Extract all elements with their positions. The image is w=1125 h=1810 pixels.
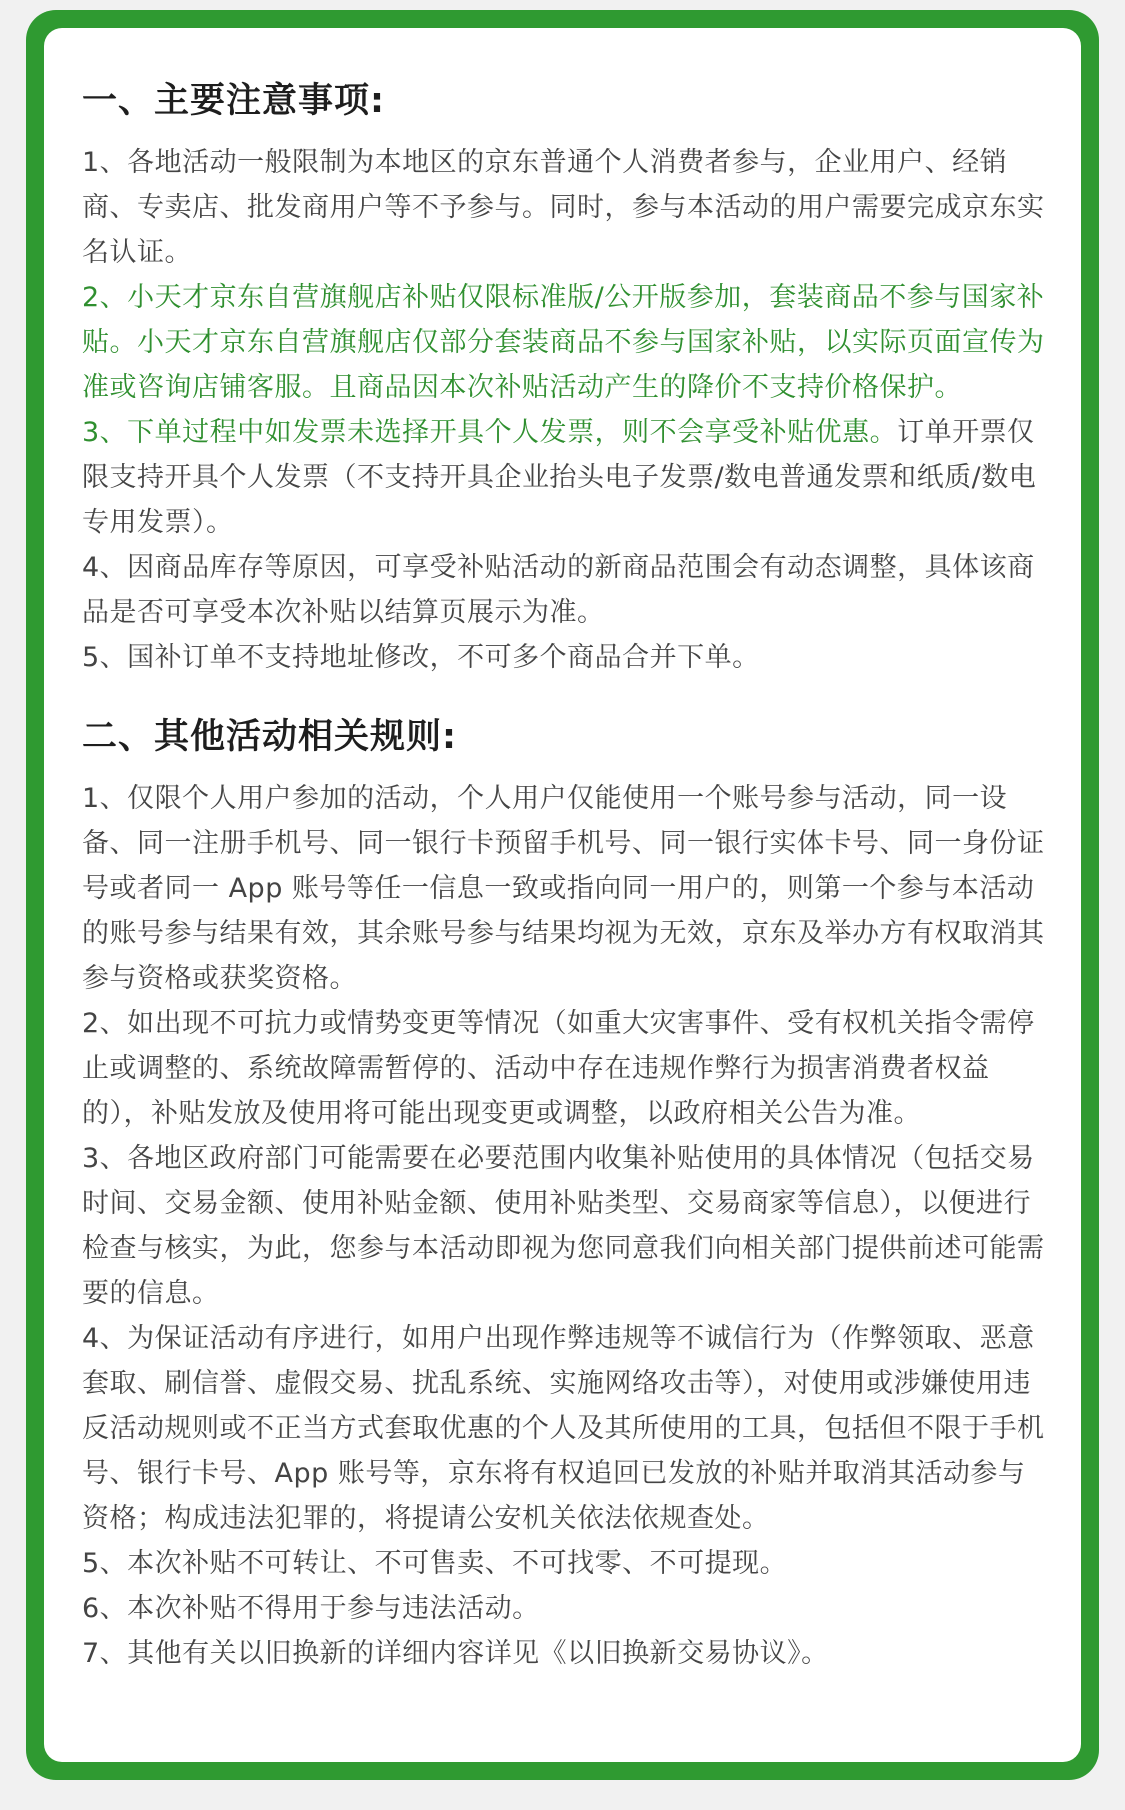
section-2-item-2: 2、如出现不可抗力或情势变更等情况（如重大灾害事件、受有权机关指令需停止或调整的、系统故障需暂停的、活动中存在违规作弊行为损害消费者权益的），补贴发放及使用将可能出现变更或调整，以政府相关公告为准。 xyxy=(82,1008,1035,1129)
section-2-item-3: 3、各地区政府部门可能需要在必要范围内收集补贴使用的具体情况（包括交易时间、交易金额、使用补贴金额、使用补贴类型、交易商家等信息），以便进行检查与核实，为此，您参与本活动即视为您同意我们向相关部门提供前述可能需要的信息。 xyxy=(82,1143,1045,1309)
section-2-title: 二、其他活动相关规则: xyxy=(82,717,457,757)
green-frame xyxy=(26,10,1099,1780)
section-1-item-1: 1、各地活动一般限制为本地区的京东普通个人消费者参与，企业用户、经销商、专卖店、批发商用户等不予参与。同时，参与本活动的用户需要完成京东实名认证。 xyxy=(82,147,1045,268)
section-1-title: 一、主要注意事项: xyxy=(82,81,385,121)
section-1-item-4: 4、因商品库存等原因，可享受补贴活动的新商品范围会有动态调整，具体该商品是否可享受本次补贴以结算页展示为准。 xyxy=(82,552,1035,628)
section-1-item-3-rest: 订单开票仅限支持开具个人发票（不支持开具企业抬头电子发票/数电普通发票和纸质/数电专用发票）。 xyxy=(82,417,1037,538)
section-1-item-3-highlight: 3、下单过程中如发票未选择开具个人发票，则不会享受补贴优惠。 xyxy=(82,417,898,448)
section-2-item-1: 1、仅限个人用户参加的活动，个人用户仅能使用一个账号参与活动，同一设备、同一注册手机号、同一银行卡预留手机号、同一银行实体卡号、同一身份证号或者同一 App 账号等任一信息一致或指向同一用户的，则第一个参与本活动的账号参与结果有效，其余账号参与结果均视为无效，京东及举办方有权取消其参与资格或获奖资格。 xyxy=(82,783,1045,994)
section-2-item-6: 6、本次补贴不得用于参与违法活动。 xyxy=(82,1593,540,1624)
section-2-item-7: 7、其他有关以旧换新的详细内容详见《以旧换新交易协议》。 xyxy=(82,1638,829,1669)
section-1-item-2: 2、小天才京东自营旗舰店补贴仅限标准版/公开版参加，套装商品不参与国家补贴。小天才京东自营旗舰店仅部分套装商品不参与国家补贴，以实际页面宣传为准或咨询店铺客服。且商品因本次补贴活动产生的降价不支持价格保护。 xyxy=(82,282,1045,403)
section-1-item-3 xyxy=(82,410,1045,545)
rules-card xyxy=(44,28,1081,1762)
section-2-item-5: 5、本次补贴不可转让、不可售卖、不可找零、不可提现。 xyxy=(82,1548,788,1579)
section-1-item-5: 5、国补订单不支持地址修改，不可多个商品合并下单。 xyxy=(82,642,760,673)
section-2-item-4: 4、为保证活动有序进行，如用户出现作弊违规等不诚信行为（作弊领取、恶意套取、刷信誉、虚假交易、扰乱系统、实施网络攻击等），对使用或涉嫌使用违反活动规则或不正当方式套取优惠的个人及其所使用的工具，包括但不限于手机号、银行卡号、App 账号等，京东将有权追回已发放的补贴并取消其活动参与资格；构成违法犯罪的，将提请公安机关依法依规查处。 xyxy=(82,1323,1045,1534)
